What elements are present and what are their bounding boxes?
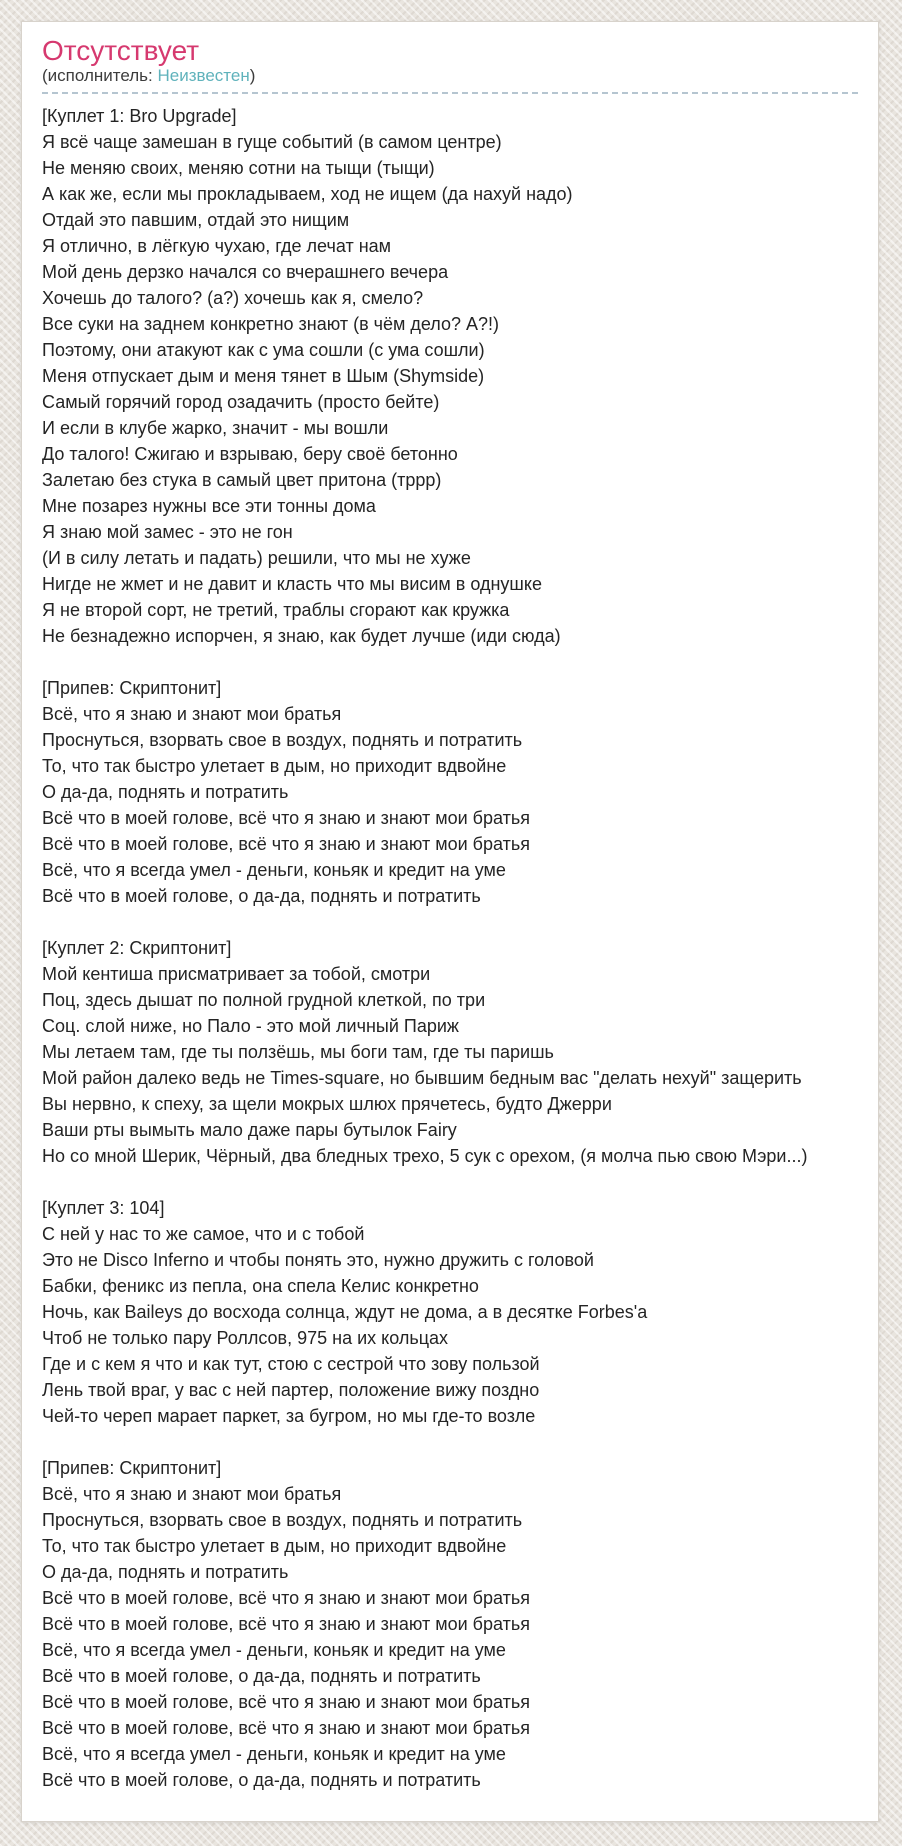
lyric-line: То, что так быстро улетает в дым, но приходит вдвойне: [42, 756, 507, 776]
lyric-line: Ночь, как Baileys до восхода солнца, ждут не дома, а в десятке Forbes'а: [42, 1302, 648, 1322]
stanza-header: [Куплет 3: 104]: [42, 1198, 165, 1218]
artist-link[interactable]: Неизвестен: [157, 66, 250, 85]
lyric-line: Я всё чаще замешан в гуще событий (в самом центре): [42, 132, 502, 152]
lyric-line: О да-да, поднять и потратить: [42, 782, 289, 802]
lyric-line: Всё, что я всегда умел - деньги, коньяк и кредит на уме: [42, 1640, 506, 1660]
stanza-header: [Куплет 1: Bro Upgrade]: [42, 106, 237, 126]
stanza: [42, 1195, 858, 1429]
lyric-line: Мой район далеко ведь не Times-square, но бывшим бедным вас "делать нехуй" защерить: [42, 1068, 802, 1088]
stanza-header: [Припев: Скриптонит]: [42, 1458, 222, 1478]
lyric-line: О да-да, поднять и потратить: [42, 1562, 289, 1582]
lyric-line: Всё что в моей голове, всё что я знаю и знают мои братья: [42, 1588, 530, 1608]
lyric-line: Всё что в моей голове, всё что я знаю и знают мои братья: [42, 1692, 530, 1712]
lyric-line: Все суки на заднем конкретно знают (в чём дело? А?!): [42, 314, 500, 334]
lyric-line: Ваши рты вымыть мало даже пары бутылок Fairy: [42, 1120, 457, 1140]
lyric-line: Не безнадежно испорчен, я знаю, как будет лучше (иди сюда): [42, 626, 561, 646]
lyric-line: Соц. слой ниже, но Пало - это мой личный Париж: [42, 1016, 459, 1036]
lyric-line: Всё что в моей голове, о да-да, поднять и потратить: [42, 886, 481, 906]
lyrics-panel: [21, 21, 879, 1822]
lyric-line: Мне позарез нужны все эти тонны дома: [42, 496, 376, 516]
stanza: [42, 103, 858, 649]
artist-suffix: ): [249, 66, 256, 85]
lyric-line: Я не второй сорт, не третий, траблы сгорают как кружка: [42, 600, 510, 620]
lyric-line: Мой день дерзко начался со вчерашнего вечера: [42, 262, 449, 282]
lyric-line: Меня отпускает дым и меня тянет в Шым (Shymside): [42, 366, 485, 386]
lyric-line: Всё что в моей голове, всё что я знаю и знают мои братья: [42, 1718, 530, 1738]
lyric-line: А как же, если мы прокладываем, ход не ищем (да нахуй надо): [42, 184, 573, 204]
lyric-line: Но со мной Шерик, Чёрный, два бледных трехо, 5 сук с орехом, (я молча пью свою Мэри...): [42, 1146, 808, 1166]
lyric-line: И если в клубе жарко, значит - мы вошли: [42, 418, 389, 438]
page-title: Отсутствует: [42, 35, 200, 66]
lyric-line: Я отлично, в лёгкую чухаю, где лечат нам: [42, 236, 392, 256]
stanza: [42, 675, 858, 909]
lyric-line: Мы летаем там, где ты ползёшь, мы боги там, где ты паришь: [42, 1042, 554, 1062]
lyric-line: Всё, что я знаю и знают мои братья: [42, 1484, 342, 1504]
lyric-line: Хочешь до талого? (а?) хочешь как я, смело?: [42, 288, 424, 308]
lyric-line: То, что так быстро улетает в дым, но приходит вдвойне: [42, 1536, 507, 1556]
lyric-line: Всё что в моей голове, всё что я знаю и знают мои братья: [42, 808, 530, 828]
lyric-line: Не меняю своих, меняю сотни на тыщи (тыщи): [42, 158, 435, 178]
lyric-line: Чтоб не только пару Роллсов, 975 на их кольцах: [42, 1328, 449, 1348]
lyric-line: Отдай это павшим, отдай это нищим: [42, 210, 350, 230]
lyric-line: Всё, что я всегда умел - деньги, коньяк и кредит на уме: [42, 860, 506, 880]
lyric-line: Всё что в моей голове, о да-да, поднять и потратить: [42, 1666, 481, 1686]
lyric-line: Чей-то череп марает паркет, за бугром, но мы где-то возле: [42, 1406, 536, 1426]
lyric-line: Всё что в моей голове, всё что я знаю и знают мои братья: [42, 834, 530, 854]
lyric-line: Всё, что я всегда умел - деньги, коньяк и кредит на уме: [42, 1744, 506, 1764]
lyric-line: С ней у нас то же самое, что и с тобой: [42, 1224, 365, 1244]
lyric-line: Вы нервно, к спеху, за щели мокрых шлюх прячетесь, будто Джерри: [42, 1094, 612, 1114]
lyric-line: До талого! Сжигаю и взрываю, беру своё бетонно: [42, 444, 458, 464]
lyric-line: Нигде не жмет и не давит и класть что мы висим в однушке: [42, 574, 542, 594]
lyric-line: Всё что в моей голове, о да-да, поднять и потратить: [42, 1770, 481, 1790]
stanza: [42, 1455, 858, 1793]
stanza-header: [Припев: Скриптонит]: [42, 678, 222, 698]
lyric-line: Где и с кем я что и как тут, стою с сестрой что зову пользой: [42, 1354, 540, 1374]
stanza-header: [Куплет 2: Скриптонит]: [42, 938, 232, 958]
artist-label: (исполнитель:: [42, 66, 158, 85]
lyric-line: Я знаю мой замес - это не гон: [42, 522, 293, 542]
lyric-line: Проснуться, взорвать свое в воздух, поднять и потратить: [42, 1510, 523, 1530]
lyrics-text: [42, 103, 858, 1793]
artist-line: [42, 66, 858, 94]
lyric-line: Всё, что я знаю и знают мои братья: [42, 704, 342, 724]
lyric-line: Поэтому, они атакуют как с ума сошли (с ума сошли): [42, 340, 485, 360]
stanza: [42, 935, 858, 1169]
panel-content: [22, 22, 878, 1813]
lyric-line: Это не Disco Inferno и чтобы понять это, нужно дружить с головой: [42, 1250, 594, 1270]
lyric-line: Мой кентиша присматривает за тобой, смотри: [42, 964, 431, 984]
lyric-line: Залетаю без стука в самый цвет притона (тррр): [42, 470, 442, 490]
lyric-line: Поц, здесь дышат по полной грудной клеткой, по три: [42, 990, 486, 1010]
lyric-line: Всё что в моей голове, всё что я знаю и знают мои братья: [42, 1614, 530, 1634]
lyric-line: Бабки, феникс из пепла, она спела Келис конкретно: [42, 1276, 479, 1296]
lyric-line: Лень твой враг, у вас с ней партер, положение вижу поздно: [42, 1380, 540, 1400]
lyric-line: Проснуться, взорвать свое в воздух, поднять и потратить: [42, 730, 523, 750]
lyric-line: (И в силу летать и падать) решили, что мы не хуже: [42, 548, 471, 568]
lyric-line: Самый горячий город озадачить (просто бейте): [42, 392, 440, 412]
